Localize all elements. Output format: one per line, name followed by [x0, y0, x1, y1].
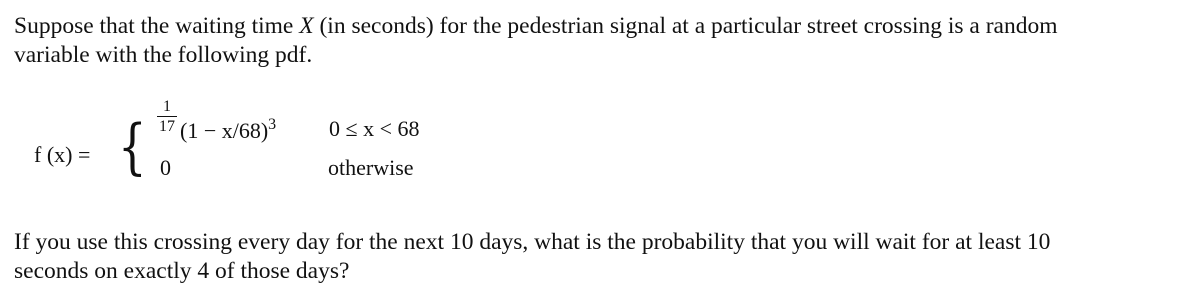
- intro-text-pre: Suppose that the waiting time: [14, 13, 300, 39]
- pdf-condition-range: 0 ≤ x < 68: [329, 116, 420, 141]
- intro-text-post: (in seconds) for the pedestrian signal at a particular street crossing is a random: [313, 13, 1058, 39]
- pdf-lhs: f (x) =: [34, 142, 91, 167]
- fraction-denominator: 17: [159, 118, 175, 135]
- problem-intro: [14, 12, 1058, 70]
- intro-text-line2: variable with the following pdf.: [14, 42, 313, 68]
- question-line1: If you use this crossing every day for the next 10 days, what is the probability that you will wait for at least 10: [14, 229, 1051, 255]
- problem-question: [14, 228, 1050, 286]
- pdf-expression: [180, 116, 276, 144]
- fraction-numerator: 1: [163, 98, 171, 115]
- question-line2: seconds on exactly 4 of those days?: [14, 258, 350, 284]
- fraction-bar: [157, 116, 177, 117]
- pdf-condition-otherwise: otherwise: [328, 155, 414, 180]
- random-variable-symbol: X: [299, 13, 314, 39]
- expression-base: (1 − x/68): [180, 118, 269, 143]
- pdf-equation: [0, 95, 600, 195]
- fraction-coefficient: [157, 98, 177, 135]
- left-brace: {: [118, 112, 147, 182]
- pdf-otherwise-value: 0: [160, 155, 171, 180]
- expression-exponent: 3: [268, 116, 277, 133]
